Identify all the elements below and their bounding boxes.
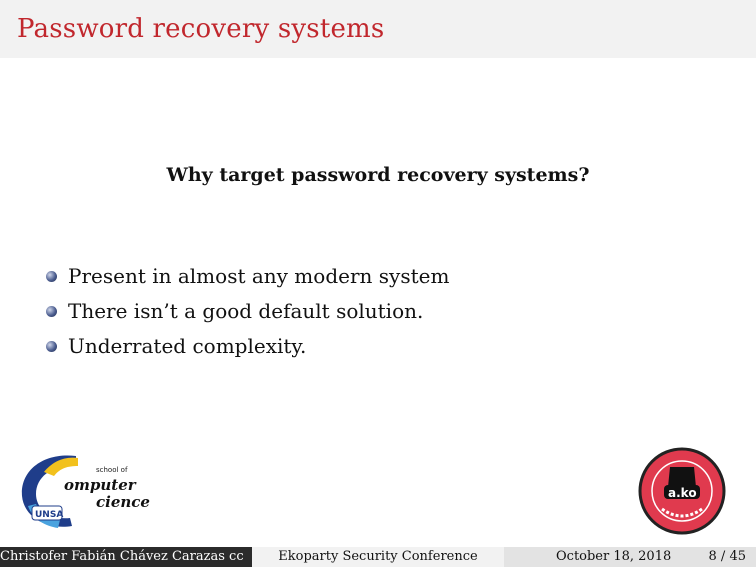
bullet-text: Underrated complexity. [68, 334, 307, 358]
bullet-icon [46, 271, 57, 282]
footer-author: Christofer Fabián Chávez Carazas cc [0, 547, 252, 567]
computer-science-logo [14, 448, 154, 534]
bullet-text: There isn’t a good default solution. [68, 299, 424, 323]
logo-computer: omputer [64, 476, 136, 494]
list-item [46, 262, 449, 297]
logo-school-of: school of [96, 466, 128, 474]
list-item [46, 297, 449, 332]
footer-conference: Ekoparty Security Conference [252, 547, 504, 567]
list-item [46, 332, 449, 367]
footer-right [504, 547, 756, 567]
slide-subtitle: Why target password recovery systems? [166, 164, 590, 186]
logo-ako: a.ko [668, 486, 697, 500]
ekoparty-logo [638, 447, 726, 535]
bullet-icon [46, 306, 57, 317]
footer-date: October 18, 2018 [556, 549, 672, 564]
title-bar [0, 0, 756, 58]
logo-science: cience [96, 493, 150, 511]
bullet-icon [46, 341, 57, 352]
page-number: 8 / 45 [708, 549, 746, 564]
bullet-list [46, 262, 449, 367]
logo-unsa: UNSA [35, 510, 64, 520]
footer-bar [0, 547, 756, 567]
bullet-text: Present in almost any modern system [68, 264, 450, 288]
slide-title: Password recovery systems [17, 14, 385, 44]
